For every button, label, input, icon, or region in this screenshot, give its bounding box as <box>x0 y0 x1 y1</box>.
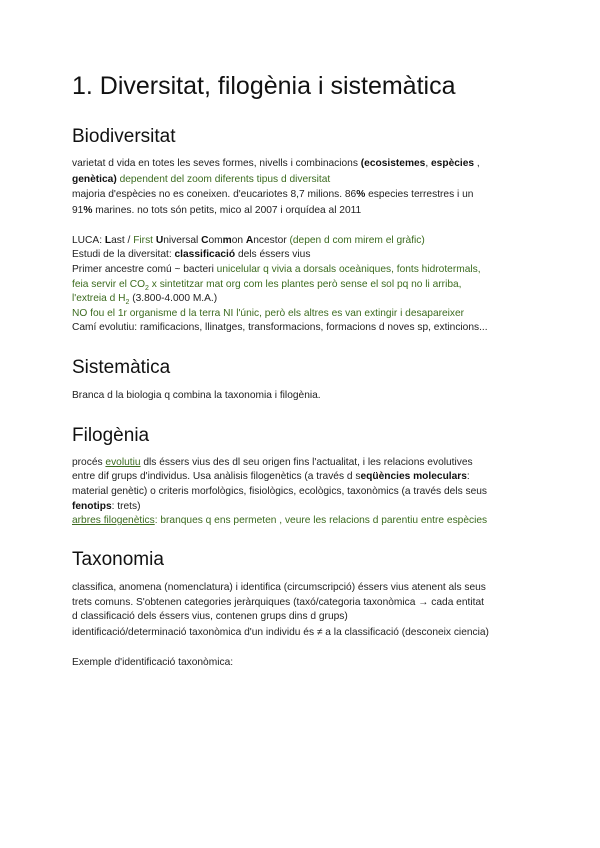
filogenia-line-4: fenotips: trets) <box>72 501 141 512</box>
taxonomia-line-5: Exemple d'identificació taxonòmica: <box>72 657 234 668</box>
biodiversitat-line-2: genètica) dependent del zoom diferents tipus d diversitat <box>72 174 331 185</box>
feia-servir-line: feia servir el $CO_2$ x sintetitzar mat org com les plantes però sense el sol pq no li arriba, <box>72 279 462 293</box>
heading-taxonomia: Taxonomia <box>72 549 164 570</box>
luca-line: LUCA: Last / First Universal Common Ancestor (depen d com mirem el gràfic) <box>72 235 425 246</box>
sistematica-text: Branca d la biologia q combina la taxonomia i filogènia. <box>72 390 321 401</box>
estudi-line: Estudi de la diversitat: classificació dels éssers vius <box>72 249 311 260</box>
biodiversitat-line-4: 91% marines. no tots són petits, mico al 2007 i orquídea al 2011 <box>72 205 362 216</box>
no-fou-line: NO fou el 1r organisme d la terra NI l'únic, però els altres es van extingir i desapareixer <box>72 308 465 319</box>
taxonomia-line-3: d classificació dels éssers vius, contenen grups dins d grups) <box>72 611 348 622</box>
taxonomia-line-2: trets comuns. S'obtenen categories jeràrquiques (taxó/categoria taxonòmica → cada entitat <box>72 597 484 608</box>
heading-filogenia: Filogènia <box>72 425 150 446</box>
page-title: 1. Diversitat, filogènia i sistemàtica <box>72 72 456 100</box>
taxonomia-line-1: classifica, anomena (nomenclatura) i identifica (circumscripció) éssers vius atenent als seus <box>72 582 486 593</box>
filogenia-line-5: arbres filogenètics: branques q ens permeten , veure les relacions d parentiu entre espècies <box>72 515 488 526</box>
heading-biodiversitat: Biodiversitat <box>72 126 176 147</box>
taxonomia-line-4: identificació/determinació taxonòmica d'un individu és ≠ a la classificació (desconeix ciencia) <box>72 627 489 638</box>
biodiversitat-line-1: varietat d vida en totes les seves formes, nivells i combinacions (ecosistemes, espècies , <box>72 158 480 169</box>
filogenia-line-3: material genètic) o criteris morfològics, fisiològics, ecològics, taxonòmics (a través dels seus <box>72 486 488 497</box>
extreia-line: l'extreia d $H_2$ (3.800-4.000 M.A.) <box>72 293 218 307</box>
primer-ancestre-line: Primer ancestre comú ~ bacteri unicelular q vivia a dorsals oceàniques, fonts hidrotermals, <box>72 264 481 275</box>
filogenia-line-2: entre dif grups d'individus. Usa anàlisis filogenètics (a través d seqüències moleculars: <box>72 471 470 482</box>
biodiversitat-line-3: majoria d'espècies no es coneixen. d'eucariotes 8,7 milions. 86% especies terrestres i un <box>72 189 474 200</box>
filogenia-line-1: procés evolutiu dls éssers vius des dl seu origen fins l'actualitat, i les relacions evolutives <box>72 457 473 468</box>
cami-evolutiu-line: Camí evolutiu: ramificacions, llinatges, transformacions, formacions d noves sp, extincions... <box>72 322 488 333</box>
heading-sistematica: Sistemàtica <box>72 357 171 378</box>
